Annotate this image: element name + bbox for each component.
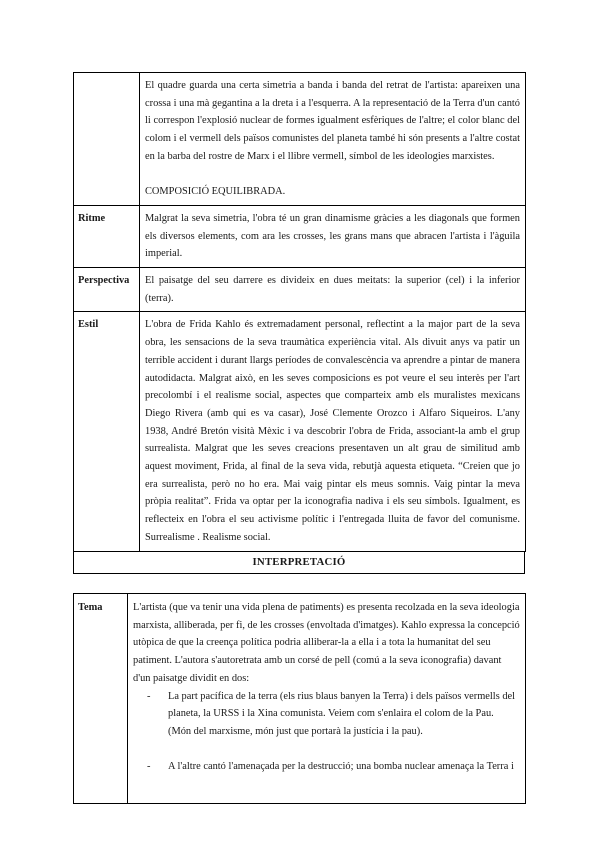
estil-text: L'obra de Frida Kahlo és extremadament personal, reflectint a la major part de la seva obra, les sensacions de la seva traumàtica experiència vital. Als divuit anys va patir un terrible accident i durant llargs períodes de convalescència va aprendre a pintar de manera autodidacta. Malgrat això, en les seves composicions es pot veure el seu interès per l'art precolombí i el realisme social, aspectes que comparteix amb els muralistes mexicans Diego Rivera (amb qui es va casar), José Clemente Orozco i Alfaro Siqueiros. L'any 1938, André Bretón visità Mèxic i va descobrir l'obra de Frida, associant-la amb el grup surrealista. Malgrat que les seves creacions presentaven un alt grau de similitud amb aquest moviment, Frida, al final de la seva vida, rebutjà aquesta etiqueta. “Creien que jo era surrealista, però no ho era. Mai vaig pintar els meus somnis. Vaig pintar la meva pròpia realitat”. Frida va optar per la iconografia nadiva i els seu símbols. Igualment, es reflecteix en l'obra el seu activisme polític i l'entregada lluita de favor del comunisme. Surrealisme . Realisme social. xyxy=(140,312,526,551)
table-row xyxy=(74,312,526,551)
table-row xyxy=(74,205,526,267)
ritme-text: Malgrat la seva simetria, l'obra té un gran dinamisme gràcies a les diagonals que formen els diversos elements, com ara les crosses, les grans mans que abracen l'artista i l'àguila imperial. xyxy=(140,205,526,267)
perspectiva-text: El paisatge del seu darrere es divideix en dues meitats: la superior (cel) i la inferior (terra). xyxy=(140,268,526,312)
table-row xyxy=(74,594,526,804)
composition-summary: COMPOSICIÓ EQUILIBRADA. xyxy=(145,186,286,198)
row-label-perspectiva: Perspectiva xyxy=(74,268,140,312)
list-item xyxy=(133,688,520,741)
tema-bullets xyxy=(133,688,520,777)
bullet-note: (Món del marxisme, món just que portarà la justícia i la pau). xyxy=(168,725,423,737)
tema-intro: L'artista (que va tenir una vida plena de patiments) es presenta recolzada en la seva ideologia marxista, alliberada, per fi, de les crosses (envoltada d'imatges). Kahlo expressa la concepció utòpica de que la creença política podria alliberar-la a ella i a tota la humanitat del seu patiment. L'autora s'autoretrata amb un corsé de pell (comú a la seva iconografia) davant d'un paisatge dividit en dos: xyxy=(133,602,520,684)
bullet-text: A l'altre cantó l'amenaçada per la destrucció; una bomba nuclear amenaça la Terra i xyxy=(168,761,514,773)
row-label-tema: Tema xyxy=(74,594,128,804)
bullet-dash: - xyxy=(147,690,151,702)
bullet-text: La part pacífica de la terra (els rius blaus banyen la Terra) i dels països vermells del planeta, la URSS i la Xina comunista. Veiem com s'enlaira el colom de la Pau. xyxy=(168,690,516,720)
row-label-empty xyxy=(74,73,140,206)
section-heading: INTERPRETACIÓ xyxy=(74,552,525,574)
bullet-dash: - xyxy=(147,761,151,773)
composition-cell xyxy=(140,73,526,206)
row-label-ritme: Ritme xyxy=(74,205,140,267)
composition-text: El quadre guarda una certa simetria a banda i banda del retrat de l'artista: apareixen una crossa i una mà gegantina a la dreta i a l'esquerra. A la representació de la Terra d'un cantó li correspon l'explosió nuclear de formes igualment esfèriques de l'altre; el color blanc del colom i el vermell dels països comunistes del planeta també hi són presents a l'altre costat en la barba del rostre de Marx i el llibre vermell, símbol de les ideologies marxistes. xyxy=(145,80,520,162)
table-row xyxy=(74,268,526,312)
analysis-table xyxy=(73,72,526,552)
tema-table xyxy=(73,593,526,804)
table-row xyxy=(74,73,526,206)
row-label-estil: Estil xyxy=(74,312,140,551)
list-item xyxy=(133,758,520,776)
interpretacio-heading-box xyxy=(73,551,525,574)
tema-cell xyxy=(128,594,526,804)
